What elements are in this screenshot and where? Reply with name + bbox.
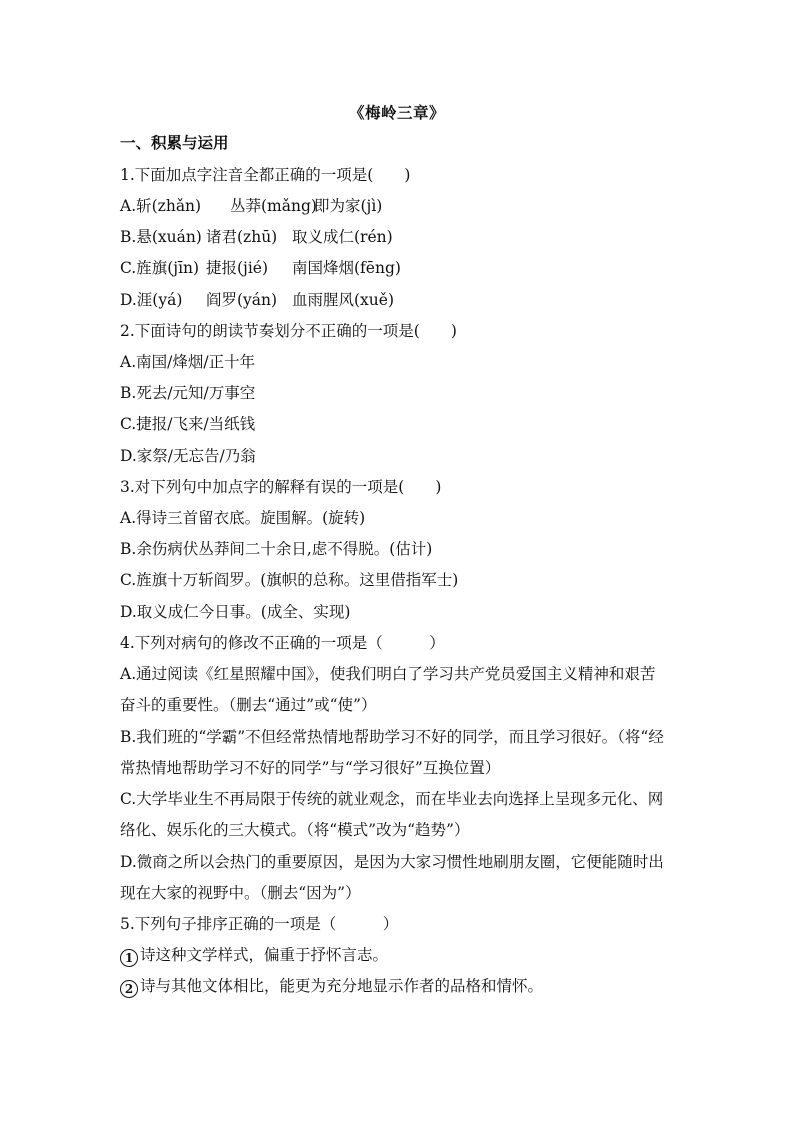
question-4-stem: 4.下列对病句的修改不正确的一项是（ ） (120, 634, 445, 652)
question-2-stem: 2.下面诗句的朗读节奏划分不正确的一项是( ) (120, 322, 457, 340)
question-3-option-a: A.得诗三首留衣底。旋围解。(旋转) (120, 509, 366, 527)
question-3-stem: 3.对下列句中加点字的解释有误的一项是( ) (120, 478, 442, 496)
question-1-option-a (120, 196, 382, 216)
question-3-option-c: C.旌旗十万斩阎罗。(旗帜的总称。这里借指军士) (120, 571, 459, 589)
question-5-item-2 (120, 976, 543, 998)
question-4-line: C.大学毕业生不再局限于传统的就业观念，而在毕业去向选择上呈现多元化、网 (120, 790, 664, 808)
option-part: 血雨腥风(xuě) (292, 291, 394, 309)
option-part: 取义成仁(rén) (292, 228, 393, 246)
option-part: A.斩(zhǎn) (120, 197, 202, 215)
question-1-option-d (120, 290, 394, 310)
item-text: 诗这种文学样式，偏重于抒怀言志。 (140, 946, 389, 964)
question-3-option-b: B.余伤病伏丛莽间二十余日,虑不得脱。(估计) (120, 540, 433, 558)
page-title: 《梅岭三章》 (348, 103, 445, 122)
question-4-line: A.通过阅读《红星照耀中国》，使我们明白了学习共产党员爱国主义精神和艰苦 (120, 665, 656, 683)
question-2-option-a: A.南国/烽烟/正十年 (120, 353, 256, 371)
question-5-stem: 5.下列句子排序正确的一项是（ ） (120, 915, 399, 933)
question-4-line: 常热情地帮助学习不好的同学”与“学习很好”互换位置） (120, 759, 501, 777)
section-heading: 一、积累与运用 (120, 133, 229, 152)
circled-number: 1 (120, 949, 138, 967)
option-part: 诸君(zhū) (206, 228, 278, 246)
question-4-line: D.微商之所以会热门的重要原因，是因为大家习惯性地刷朋友圈，它便能随时出 (120, 853, 664, 871)
question-4-line: B.我们班的“学霸”不但经常热情地帮助学习不好的同学，而且学习很好。（将“经 (120, 728, 664, 746)
question-5-item-1 (120, 945, 388, 967)
question-4-line: 络化、娱乐化的三大模式。（将“模式”改为“趋势”） (120, 821, 470, 839)
option-part: 丛莽(mǎng) (230, 197, 317, 215)
option-part: C.旌旗(jīn) (120, 259, 200, 277)
question-4-line: 现在大家的视野中。（删去“因为”） (120, 884, 361, 902)
question-2-option-c: C.捷报/飞来/当纸钱 (120, 415, 256, 433)
question-2-option-b: B.死去/元知/万事空 (120, 384, 256, 402)
option-part: 阎罗(yán) (206, 291, 278, 309)
question-2-option-d: D.家祭/无忘告/乃翁 (120, 447, 256, 465)
option-part: B.悬(xuán) (120, 228, 202, 246)
circled-number: 2 (120, 980, 138, 998)
item-text: 诗与其他文体相比，能更为充分地显示作者的品格和情怀。 (140, 977, 544, 995)
option-part: 即为家(jì) (314, 197, 383, 215)
option-part: 南国烽烟(fēng) (292, 259, 401, 277)
question-1-option-c (120, 258, 401, 278)
question-1-option-b (120, 227, 393, 247)
question-3-option-d: D.取义成仁今日事。(成全、实现) (120, 603, 351, 621)
option-part: 捷报(jié) (206, 259, 269, 277)
option-part: D.涯(yá) (120, 291, 183, 309)
question-4-line: 奋斗的重要性。（删去“通过”或“使”） (120, 696, 377, 714)
question-1-stem: 1.下面加点字注音全都正确的一项是( ) (120, 166, 411, 184)
